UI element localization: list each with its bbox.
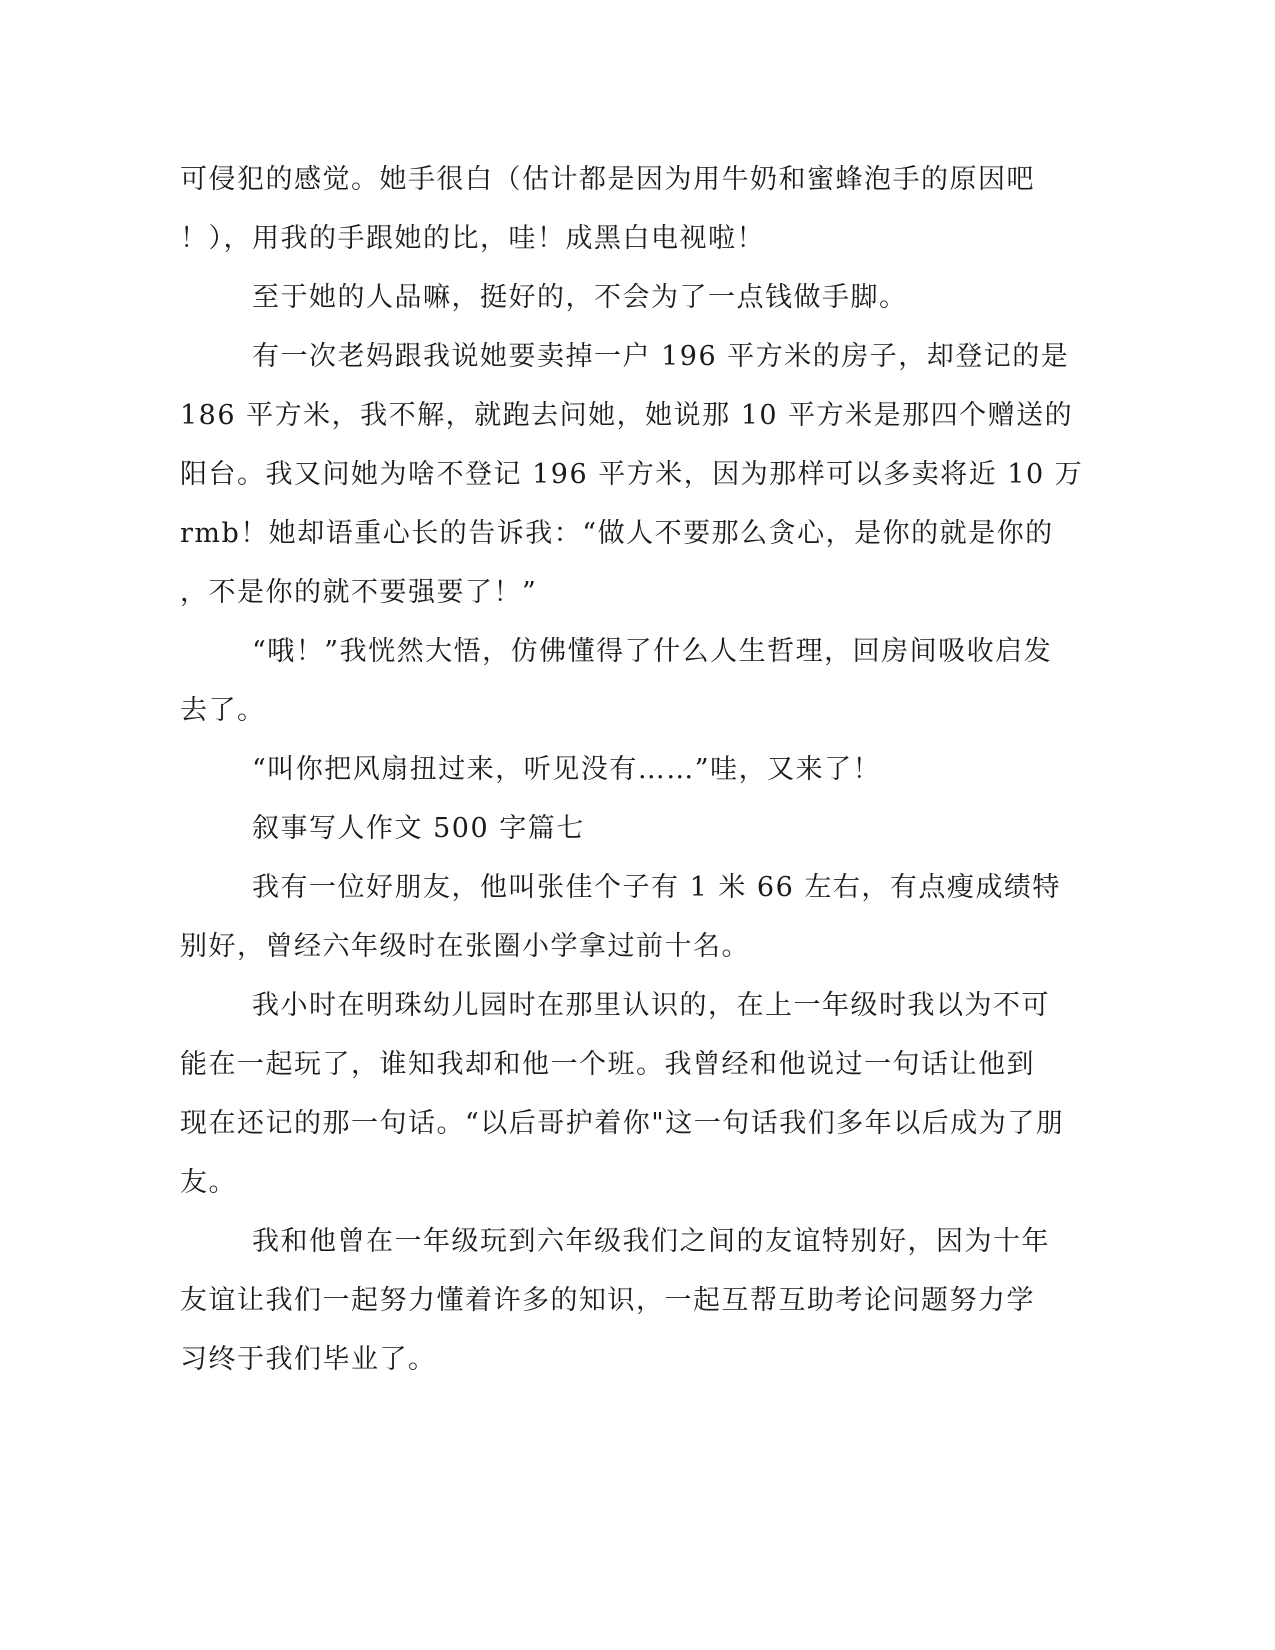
text-line: 友。	[180, 1167, 237, 1198]
text-line: ，不是你的就不要强要了！”	[180, 577, 538, 608]
text-line: 我和他曾在一年级玩到六年级我们之间的友谊特别好，因为十年	[252, 1226, 1050, 1257]
text-line: 至于她的人品嘛，挺好的，不会为了一点钱做手脚。	[252, 282, 908, 313]
text-line: 可侵犯的感觉。她手很白（估计都是因为用牛奶和蜜蜂泡手的原因吧	[180, 164, 1035, 195]
text-line: 186 平方米，我不解，就跑去问她，她说那 10 平方米是那四个赠送的	[180, 400, 1074, 431]
text-line: 习终于我们毕业了。	[180, 1344, 437, 1375]
text-line: “叫你把风扇扭过来，听见没有……”哇，又来了！	[252, 754, 882, 785]
text-line: 友谊让我们一起努力懂着许多的知识，一起互帮互助考论问题努力学	[180, 1285, 1035, 1316]
text-line: 有一次老妈跟我说她要卖掉一户 196 平方米的房子，却登记的是	[252, 341, 1070, 372]
text-line: 阳台。我又问她为啥不登记 196 平方米，因为那样可以多卖将近 10 万	[180, 459, 1084, 490]
text-line: 现在还记的那一句话。“以后哥护着你"这一句话我们多年以后成为了朋	[180, 1108, 1065, 1139]
text-line: “哦！”我恍然大悟，仿佛懂得了什么人生哲理，回房间吸收启发	[252, 636, 1053, 667]
text-line: 去了。	[180, 695, 266, 726]
section-heading: 叙事写人作文 500 字篇七	[252, 813, 585, 844]
text-line: ！），用我的手跟她的比，哇！成黑白电视啦！	[180, 223, 765, 254]
text-line: 我小时在明珠幼儿园时在那里认识的，在上一年级时我以为不可	[252, 990, 1050, 1021]
text-line: 能在一起玩了，谁知我却和他一个班。我曾经和他说过一句话让他到	[180, 1049, 1035, 1080]
text-line: 别好，曾经六年级时在张圈小学拿过前十名。	[180, 931, 750, 962]
text-line: rmb！她却语重心长的告诉我：“做人不要那么贪心，是你的就是你的	[180, 518, 1054, 549]
text-line: 我有一位好朋友，他叫张佳个子有 1 米 66 左右，有点瘦成绩特	[252, 872, 1061, 903]
